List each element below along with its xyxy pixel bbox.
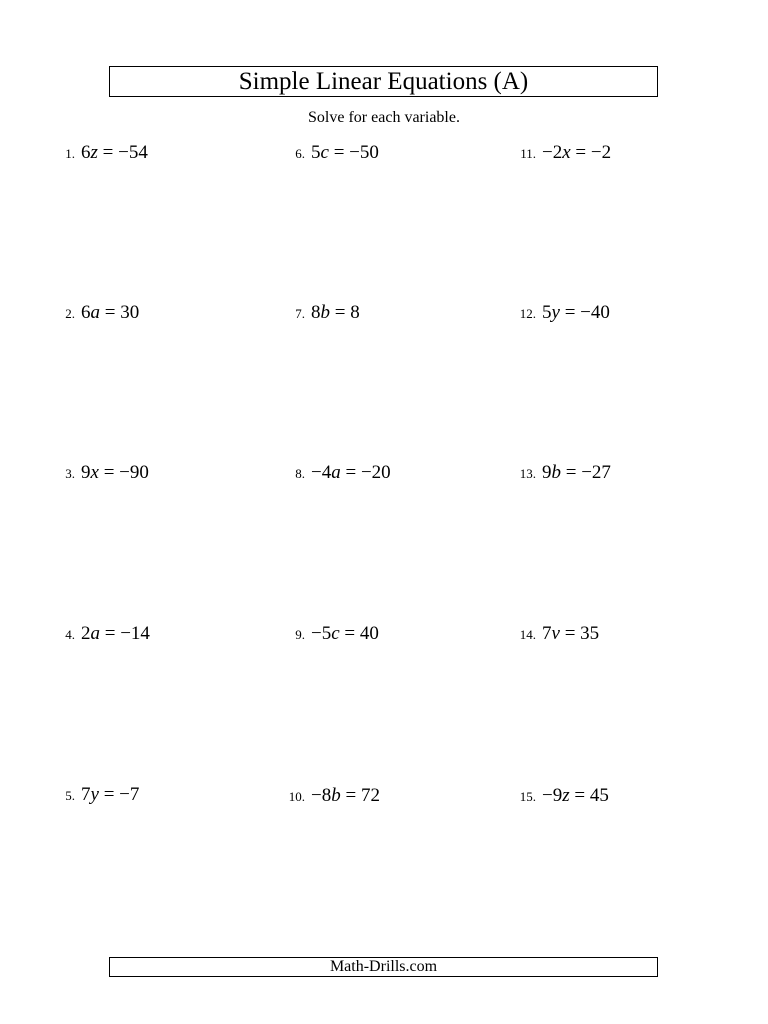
right-hand-side: −2 [590, 142, 612, 163]
problem-number: 15. [519, 789, 536, 804]
coefficient: −9 [542, 785, 563, 806]
problem-number: 6. [295, 146, 305, 161]
problem-number: 14. [519, 627, 536, 642]
variable: z [90, 142, 98, 163]
right-hand-side: −54 [118, 142, 148, 163]
problem-number: 9. [295, 627, 305, 642]
problem-number: 1. [65, 146, 75, 161]
right-hand-side: −20 [360, 462, 391, 483]
problem-number: 10. [288, 789, 305, 804]
variable: x [562, 142, 571, 163]
problem-15 [500, 785, 609, 808]
coefficient: 7 [81, 784, 91, 805]
variable: b [320, 302, 330, 323]
equation: −2x = −2 [542, 142, 612, 163]
problem-number: 4. [65, 627, 75, 642]
problem-6 [270, 142, 379, 165]
right-hand-side: 72 [360, 785, 380, 806]
coefficient: −4 [311, 462, 332, 483]
coefficient: 9 [81, 462, 91, 483]
right-hand-side: 30 [120, 302, 140, 323]
problem-5 [48, 784, 139, 807]
coefficient: 5 [311, 142, 321, 163]
variable: y [551, 302, 560, 323]
problem-number: 2. [65, 306, 75, 321]
equation: 6z = −54 [81, 142, 148, 163]
instructions: Solve for each variable. [308, 109, 460, 126]
problem-14 [500, 623, 599, 646]
coefficient: 6 [81, 142, 91, 163]
equation: −5c = 40 [311, 623, 379, 644]
right-hand-side: −7 [119, 784, 140, 805]
right-hand-side: 40 [359, 623, 379, 644]
variable: a [90, 302, 100, 323]
variable: a [90, 623, 100, 644]
problem-11 [500, 142, 611, 165]
right-hand-side: 8 [350, 302, 360, 323]
equation: 9b = −27 [542, 462, 611, 483]
coefficient: 7 [542, 623, 552, 644]
footer-source: Math-Drills.com [109, 957, 658, 977]
variable: b [551, 462, 561, 483]
equation: −4a = −20 [311, 462, 391, 483]
right-hand-side: −40 [580, 302, 610, 323]
right-hand-side: 35 [580, 623, 600, 644]
variable: a [331, 462, 341, 483]
problem-3 [48, 462, 149, 485]
problem-number: 3. [65, 466, 75, 481]
variable: y [90, 784, 99, 805]
equation: 7v = 35 [542, 623, 600, 644]
variable: z [562, 785, 570, 806]
problem-1 [48, 142, 148, 165]
variable: c [320, 142, 329, 163]
equation: 5y = −40 [542, 302, 610, 323]
right-hand-side: −90 [119, 462, 149, 483]
equation: 2a = −14 [81, 623, 150, 644]
equation: 7y = −7 [81, 784, 140, 805]
equation: −8b = 72 [311, 785, 380, 806]
coefficient: 8 [311, 302, 321, 323]
problem-number: 7. [295, 306, 305, 321]
problem-number: 5. [65, 788, 75, 803]
variable: v [551, 623, 560, 644]
problem-number: 13. [519, 466, 536, 481]
problem-number: 11. [520, 146, 536, 161]
equation: 5c = −50 [311, 142, 379, 163]
coefficient: −8 [311, 785, 332, 806]
coefficient: 6 [81, 302, 91, 323]
right-hand-side: −14 [120, 623, 150, 644]
problem-12 [500, 302, 610, 325]
problem-number: 12. [519, 306, 536, 321]
right-hand-side: 45 [589, 785, 609, 806]
problem-number: 8. [295, 466, 305, 481]
coefficient: −2 [542, 142, 563, 163]
right-hand-side: −27 [581, 462, 611, 483]
problem-10 [270, 785, 380, 808]
equation: −9z = 45 [542, 785, 609, 806]
problem-9 [270, 623, 379, 646]
coefficient: 5 [542, 302, 552, 323]
problem-4 [48, 623, 150, 646]
problem-8 [270, 462, 391, 485]
coefficient: 2 [81, 623, 91, 644]
coefficient: 9 [542, 462, 552, 483]
variable: b [331, 785, 341, 806]
right-hand-side: −50 [349, 142, 379, 163]
equation: 9x = −90 [81, 462, 149, 483]
problem-2 [48, 302, 139, 325]
equation: 8b = 8 [311, 302, 360, 323]
problem-13 [500, 462, 611, 485]
coefficient: −5 [311, 623, 332, 644]
variable: x [90, 462, 99, 483]
worksheet-title: Simple Linear Equations (A) [109, 66, 658, 97]
variable: c [331, 623, 340, 644]
equation: 6a = 30 [81, 302, 140, 323]
problem-7 [270, 302, 360, 325]
